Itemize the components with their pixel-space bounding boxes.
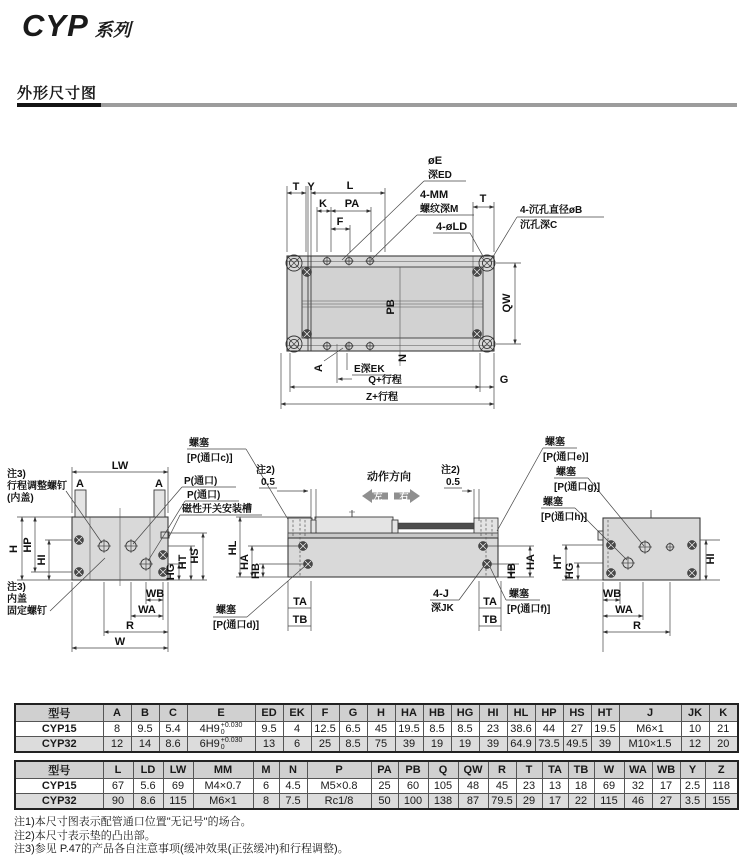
dim-label: HI: [36, 554, 48, 566]
table-cell: 8.5: [423, 722, 451, 737]
note-label: 内盖: [7, 594, 27, 605]
table-cell: 19.5: [591, 722, 619, 737]
table-cell: 46: [624, 794, 652, 810]
column-header: Z: [705, 761, 738, 779]
table-cell: 38.6: [507, 722, 535, 737]
table-cell: 13: [542, 779, 568, 794]
table-header-row: [15, 704, 738, 722]
table-cell: 8.5: [451, 722, 479, 737]
callout-label: 4-øLD: [436, 221, 468, 233]
column-header: HA: [395, 704, 423, 722]
column-header: ED: [255, 704, 283, 722]
note-label: 注2): [256, 465, 275, 476]
table-cell: 7.5: [279, 794, 307, 810]
column-header: WB: [652, 761, 680, 779]
right-arrow-label: 右: [399, 491, 409, 502]
table-cell: 138: [428, 794, 458, 810]
column-header: HP: [535, 704, 563, 722]
callout-label: 螺塞: [543, 497, 563, 508]
callout-label: [P(通口e)]: [543, 452, 589, 463]
footnote-3: 注3)参见 P.47的产品各自注意事项(缓冲效果(正弦缓冲)和行程调整)。: [14, 843, 349, 855]
column-header: Y: [680, 761, 705, 779]
dim-label: HA: [239, 554, 251, 570]
table-cell: 23: [516, 779, 542, 794]
column-header: QW: [458, 761, 488, 779]
dim-label: Q+行程: [368, 375, 402, 386]
dim-label: A: [155, 478, 163, 490]
dim-label: R: [633, 620, 641, 632]
dim-label: W: [114, 636, 126, 648]
table-cell: 64.9: [507, 737, 535, 753]
column-header: WA: [624, 761, 652, 779]
table-cell: 118: [705, 779, 738, 794]
left-arrow-label: 左: [373, 491, 383, 502]
callout-label: 螺塞: [216, 605, 236, 616]
column-header: J: [619, 704, 681, 722]
table-cell: 45: [488, 779, 516, 794]
column-header: EK: [283, 704, 311, 722]
callout-label: [P(通口c)]: [187, 453, 233, 464]
table-cell: 12: [681, 737, 709, 753]
dim-label: E深EK: [354, 364, 385, 375]
table-cell: 6: [253, 779, 279, 794]
table-cell: 69: [163, 779, 193, 794]
table-cell: 19.5: [395, 722, 423, 737]
dim-label: K: [319, 198, 327, 210]
column-header: L: [103, 761, 133, 779]
table-cell: 69: [594, 779, 624, 794]
column-header: H: [367, 704, 395, 722]
callout-label: 深ED: [428, 170, 452, 181]
callout-label: 沉孔深C: [520, 220, 558, 231]
table-cell: 8: [103, 722, 131, 737]
table-cell: 75: [367, 737, 395, 753]
table-cell: 12.5: [311, 722, 339, 737]
table-cell: 2.5: [680, 779, 705, 794]
dim-label: WB: [602, 588, 622, 600]
dimension-drawing: [0, 130, 750, 670]
dim-label: L: [346, 180, 354, 192]
column-header: P: [307, 761, 371, 779]
row-model: CYP32: [15, 794, 103, 810]
table-cell: 13: [255, 737, 283, 753]
table-cell: 6.5: [339, 722, 367, 737]
table-cell: 49.5: [563, 737, 591, 753]
dim-label: PA: [344, 198, 360, 210]
note-label: (内盖): [7, 493, 34, 504]
dim-label: Z+行程: [366, 392, 398, 403]
table-cell: 14: [131, 737, 159, 753]
callout-label: 螺纹深M: [420, 204, 459, 215]
column-header: A: [103, 704, 131, 722]
dimension-table-2: [14, 760, 739, 810]
column-header: HL: [507, 704, 535, 722]
table-cell: 39: [479, 737, 507, 753]
table-cell: 19: [423, 737, 451, 753]
callout-label: 磁性开关安装槽: [182, 504, 252, 515]
table-cell: 20: [709, 737, 738, 753]
callout-label: [P(通口f)]: [507, 604, 551, 615]
row-model: CYP15: [15, 722, 103, 737]
column-header: W: [594, 761, 624, 779]
table-row: [15, 794, 738, 810]
table-cell: 17: [542, 794, 568, 810]
note-label: 固定螺钉: [7, 606, 47, 617]
table-cell: M5×0.8: [307, 779, 371, 794]
table-cell: 27: [652, 794, 680, 810]
callout-label: 螺塞: [189, 438, 209, 449]
callout-label: [P(通口d)]: [213, 620, 260, 631]
dim-label: WA: [138, 604, 156, 616]
table-cell: 6: [283, 737, 311, 753]
column-header: M: [253, 761, 279, 779]
dim-label: T: [479, 193, 487, 205]
callout-label: 4-MM: [420, 189, 449, 201]
table-row: [15, 722, 738, 737]
callout-label: [P(通口h)]: [541, 512, 588, 523]
dim-label: HG: [564, 562, 576, 580]
table-cell: 5.4: [159, 722, 187, 737]
table-cell: 39: [591, 737, 619, 753]
table-cell: 73.5: [535, 737, 563, 753]
dim-label: A: [76, 478, 84, 490]
dim-label: 0.5: [446, 477, 460, 488]
table-cell: M10×1.5: [619, 737, 681, 753]
callout-label: øE: [428, 155, 443, 167]
table-cell: 100: [398, 794, 428, 810]
table-cell: 8.5: [339, 737, 367, 753]
column-header: HI: [479, 704, 507, 722]
dim-label: QW: [501, 293, 513, 313]
dim-label: 0.5: [261, 477, 275, 488]
dim-label: TA: [293, 596, 307, 608]
column-header: MM: [193, 761, 253, 779]
table-cell: 90: [103, 794, 133, 810]
row-model: CYP32: [15, 737, 103, 753]
dim-label: HS: [189, 548, 201, 564]
table-cell: 105: [428, 779, 458, 794]
series-name: CYP: [22, 8, 89, 43]
table-header-row: [15, 761, 738, 779]
column-header: 型号: [15, 761, 103, 779]
dim-label: HT: [177, 554, 189, 570]
column-header: LW: [163, 761, 193, 779]
table-cell: 45: [367, 722, 395, 737]
table-cell: 50: [371, 794, 398, 810]
callout-label: 螺塞: [509, 589, 529, 600]
note-label: 行程调整螺钉: [7, 481, 67, 492]
column-header: HT: [591, 704, 619, 722]
section-title: 外形尺寸图: [17, 85, 98, 102]
column-header: JK: [681, 704, 709, 722]
dim-label: Y: [307, 181, 315, 193]
dim-label: LW: [111, 460, 129, 472]
table-cell: Rc1/8: [307, 794, 371, 810]
table-cell: 25: [371, 779, 398, 794]
table-cell: M6×1: [619, 722, 681, 737]
dim-label: F: [336, 216, 344, 228]
column-header: K: [709, 704, 738, 722]
footnote-1: 注1)本尺寸图表示配管通口位置"无记号"的场合。: [14, 816, 252, 828]
table-cell: 5.6: [133, 779, 163, 794]
note-label: 注2): [441, 465, 460, 476]
callout-label: 螺塞: [556, 467, 576, 478]
column-header: C: [159, 704, 187, 722]
table-cell: 60: [398, 779, 428, 794]
column-header: HB: [423, 704, 451, 722]
table-cell: 79.5: [488, 794, 516, 810]
top-view: [281, 155, 604, 409]
dim-label: N: [397, 354, 409, 362]
note-label: 注3): [7, 469, 26, 480]
column-header: 型号: [15, 704, 103, 722]
column-header: F: [311, 704, 339, 722]
dim-label: T: [292, 181, 300, 193]
action-direction-label: 动作方向: [367, 471, 411, 483]
table-cell: 87: [458, 794, 488, 810]
table-cell: 4: [283, 722, 311, 737]
dim-label: H: [8, 545, 20, 553]
dimension-table-1: [14, 703, 739, 753]
column-header: B: [131, 704, 159, 722]
dim-label: TB: [292, 614, 308, 626]
table-cell: 12: [103, 737, 131, 753]
middle-view: [213, 463, 550, 631]
table-cell: 17: [652, 779, 680, 794]
table-row: [15, 779, 738, 794]
dim-label: R: [126, 620, 134, 632]
table-cell: 8.6: [133, 794, 163, 810]
right-view: [497, 435, 720, 652]
note-label: 注3): [7, 582, 26, 593]
table-cell: 21: [709, 722, 738, 737]
callout-label: P(通口): [184, 476, 218, 487]
dim-label: WB: [145, 588, 165, 600]
column-header: R: [488, 761, 516, 779]
table-cell: 9.5: [255, 722, 283, 737]
table-cell: 22: [568, 794, 594, 810]
dim-label: WA: [615, 604, 633, 616]
table-cell: 6H9 +0.030 0: [187, 737, 255, 753]
dim-label: HB: [506, 563, 518, 579]
table-cell: 32: [624, 779, 652, 794]
table-cell: 67: [103, 779, 133, 794]
column-header: Q: [428, 761, 458, 779]
table-cell: 27: [563, 722, 591, 737]
dim-label: HL: [227, 540, 239, 556]
column-header: HS: [563, 704, 591, 722]
column-header: E: [187, 704, 255, 722]
column-header: TB: [568, 761, 594, 779]
callout-label: P(通口): [187, 490, 221, 501]
table-cell: 10: [681, 722, 709, 737]
table-cell: 29: [516, 794, 542, 810]
column-header: TA: [542, 761, 568, 779]
column-header: HG: [451, 704, 479, 722]
callout-label: 螺塞: [545, 437, 565, 448]
row-model: CYP15: [15, 779, 103, 794]
dim-label: TA: [483, 596, 497, 608]
dim-label: HT: [552, 554, 564, 570]
table-row: [15, 737, 738, 753]
table-cell: 115: [163, 794, 193, 810]
series-suffix: 系列: [94, 20, 131, 40]
table-cell: 155: [705, 794, 738, 810]
dim-label: TB: [482, 614, 498, 626]
column-header: PA: [371, 761, 398, 779]
table-cell: 44: [535, 722, 563, 737]
table-cell: 8: [253, 794, 279, 810]
footnotes: [14, 816, 349, 857]
dim-label: HI: [705, 553, 717, 565]
column-header: G: [339, 704, 367, 722]
callout-label: 4-沉孔直径øB: [520, 205, 583, 216]
table-cell: 25: [311, 737, 339, 753]
section-rule-accent: [17, 103, 101, 107]
column-header: LD: [133, 761, 163, 779]
column-header: PB: [398, 761, 428, 779]
callout-label: 深JK: [431, 603, 454, 614]
table-cell: M6×1: [193, 794, 253, 810]
table-cell: 4.5: [279, 779, 307, 794]
column-header: T: [516, 761, 542, 779]
dim-label: PB: [385, 299, 397, 315]
section-rule: [17, 103, 737, 107]
table-cell: 115: [594, 794, 624, 810]
table-cell: 23: [479, 722, 507, 737]
callout-label: 4-J: [433, 588, 449, 600]
page-title: [22, 8, 131, 44]
table-cell: 4H9 +0.030 0: [187, 722, 255, 737]
table-cell: 39: [395, 737, 423, 753]
dim-label: HP: [22, 537, 34, 553]
table-cell: 8.6: [159, 737, 187, 753]
table-cell: 48: [458, 779, 488, 794]
table-cell: 18: [568, 779, 594, 794]
dim-label: HB: [250, 563, 262, 579]
dim-label: G: [499, 374, 509, 386]
dim-label: A: [313, 364, 325, 372]
table-cell: 19: [451, 737, 479, 753]
table-cell: 3.5: [680, 794, 705, 810]
callout-label: [P(通口g)]: [554, 482, 601, 493]
dim-label: HG: [165, 563, 177, 581]
dim-label: HA: [525, 554, 537, 570]
footnote-2: 注2)本尺寸表示垫的凸出部。: [14, 829, 156, 842]
table-cell: 9.5: [131, 722, 159, 737]
table-cell: M4×0.7: [193, 779, 253, 794]
column-header: N: [279, 761, 307, 779]
